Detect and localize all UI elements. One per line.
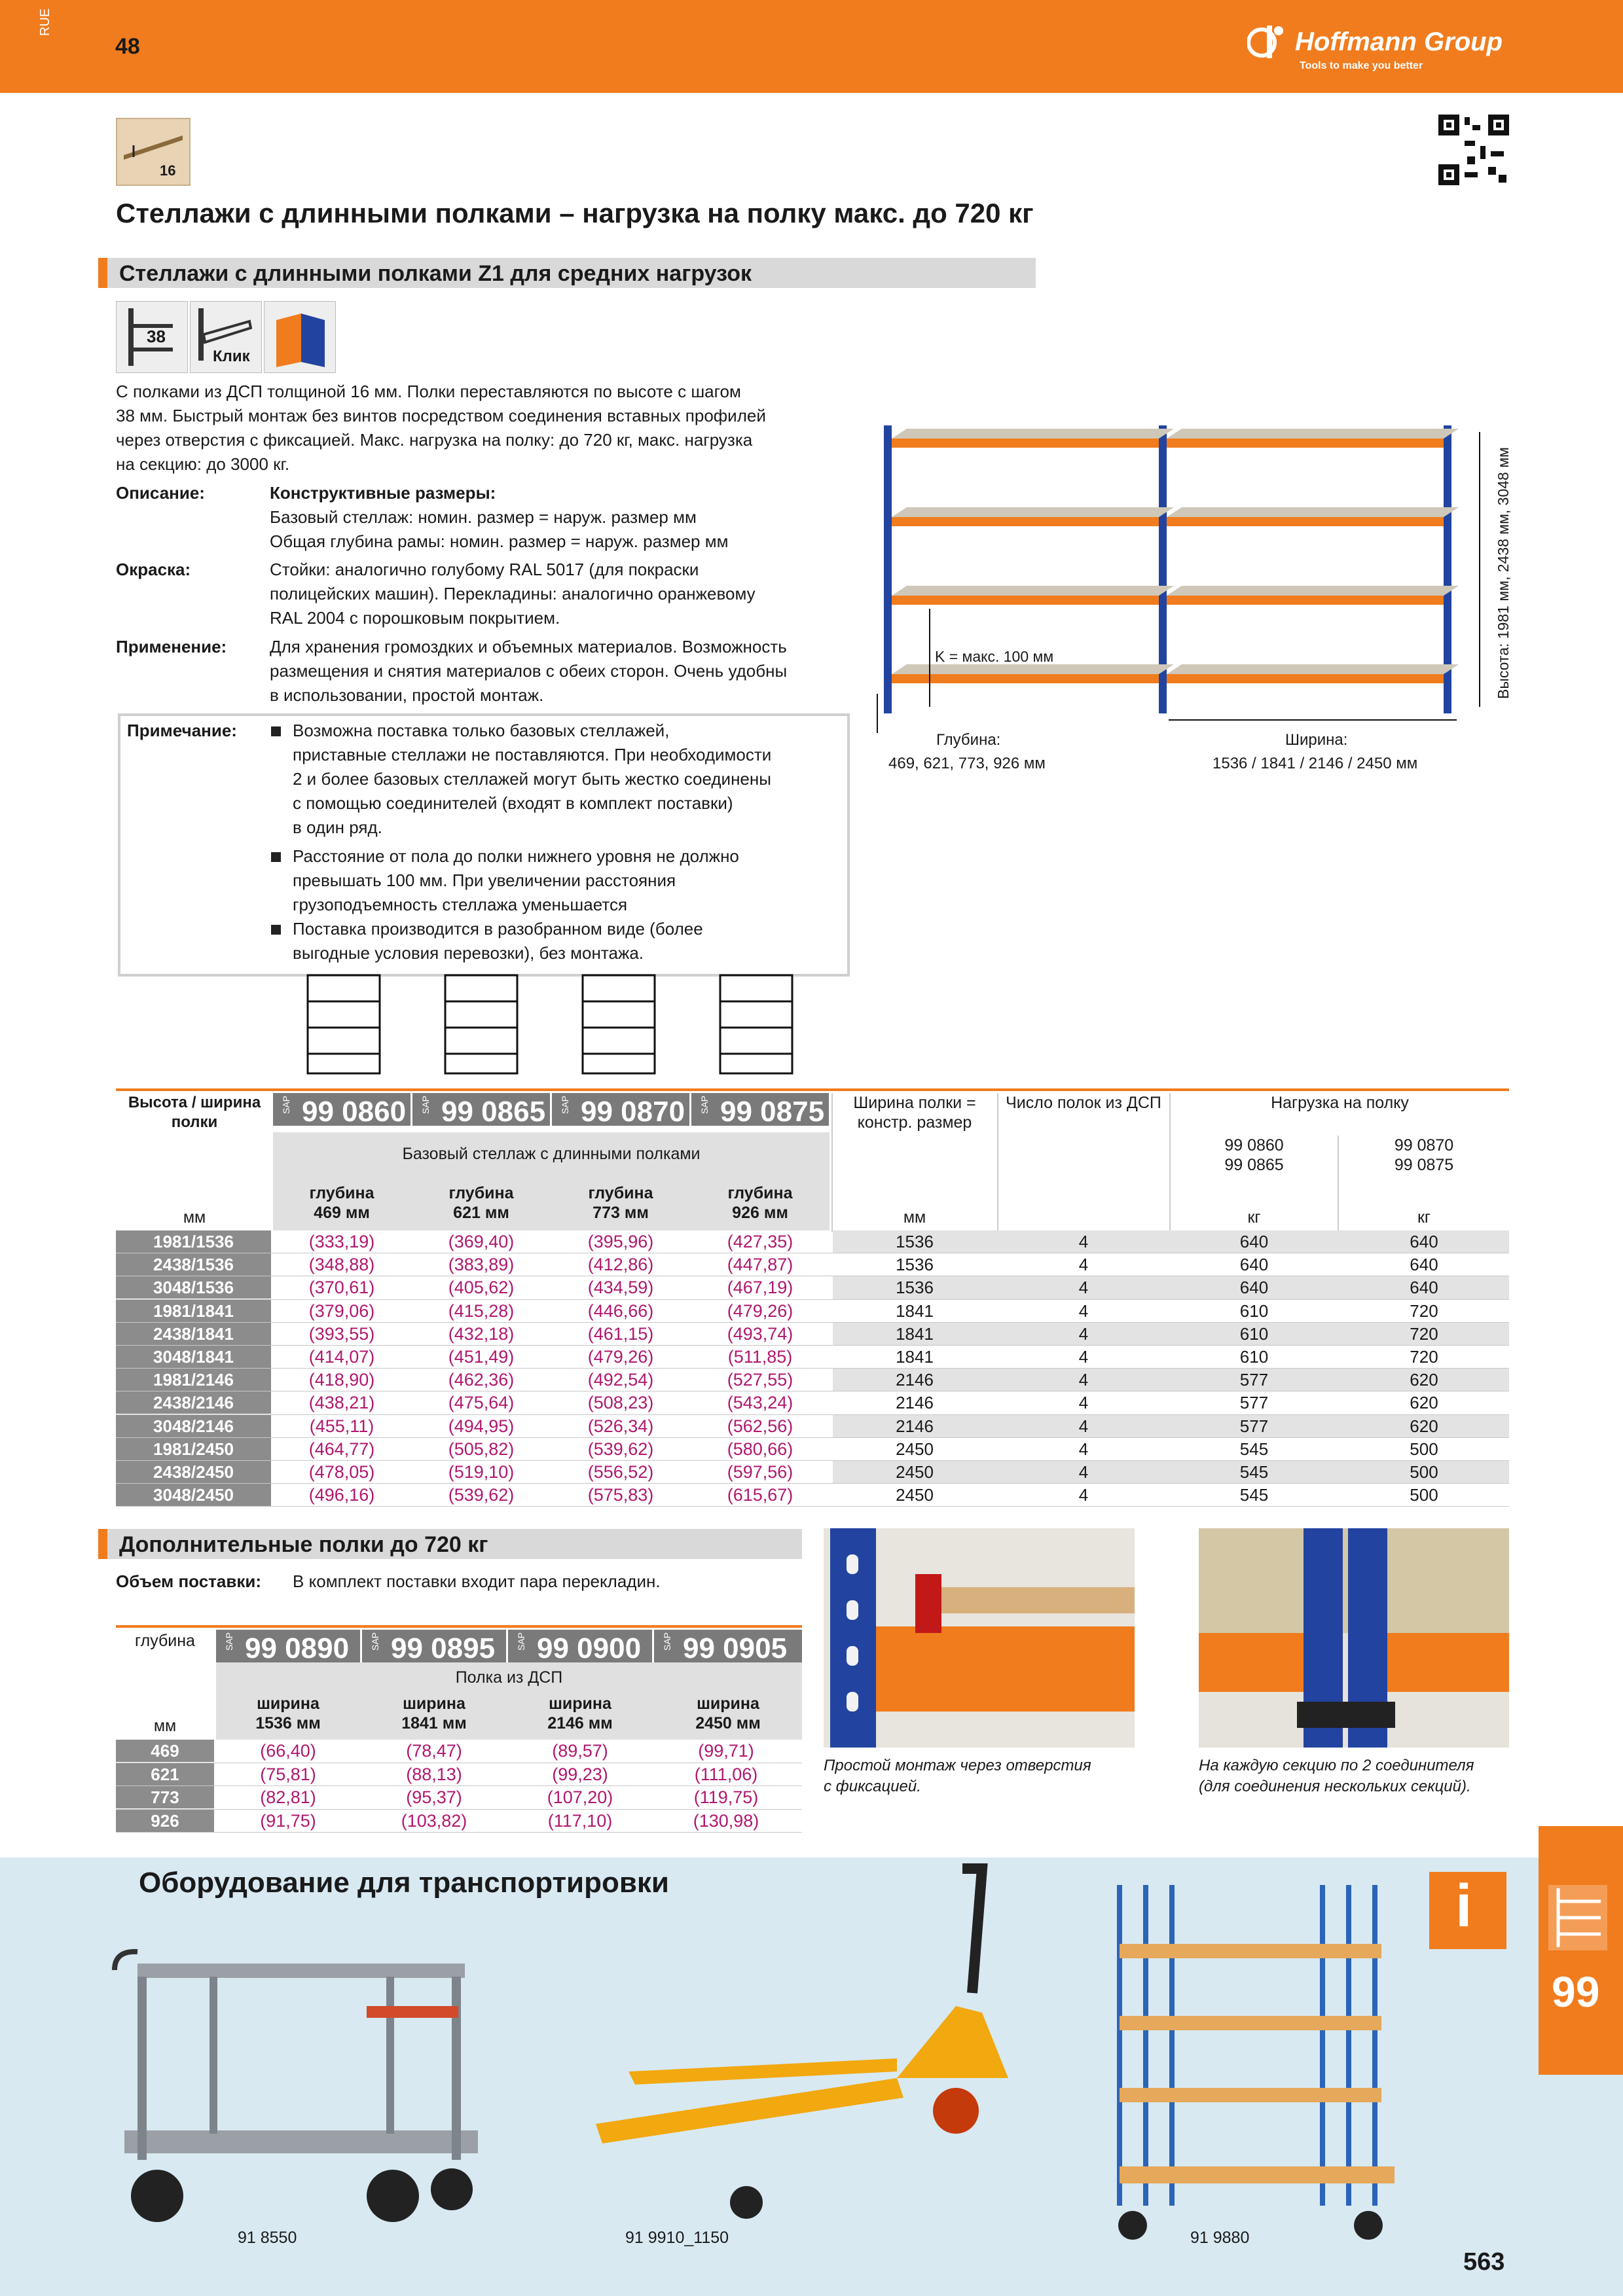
- note-b2-l2: превышать 100 мм. При увеличении расстояния: [293, 870, 676, 890]
- table1-subhead: Базовый стеллаж с длинными полками: [402, 1145, 701, 1163]
- paint-line-3: RAL 2004 с порошковым покрытием.: [270, 608, 560, 628]
- row-size-label: 2438/2450: [116, 1461, 271, 1483]
- value-cell: 720: [1410, 1347, 1438, 1367]
- brand-logo-icon: [1247, 23, 1289, 61]
- part-number-990860[interactable]: SAP 99 0860: [273, 1093, 410, 1126]
- shelf-pitch-icon: 38: [116, 301, 188, 373]
- caption-1-line-1: Простой монтаж через отверстия: [824, 1757, 1091, 1774]
- usage-line-3: в использовании, простой монтаж.: [270, 685, 544, 705]
- note-b2-l1: Расстояние от пола до полки нижнего уровня не должно: [293, 846, 739, 866]
- value-cell: 1536: [896, 1232, 934, 1251]
- price-cell: (117,10): [547, 1810, 613, 1831]
- value-cell: 1536: [896, 1255, 934, 1275]
- price-cell: (597,56): [727, 1462, 793, 1482]
- price-cell: (467,19): [727, 1278, 793, 1298]
- load-col-a: 99 0860 99 0865: [1224, 1136, 1284, 1174]
- row-size-label: 1981/2450: [116, 1438, 271, 1460]
- bullet-icon: [271, 852, 281, 862]
- unit-kg: кг: [1417, 1208, 1431, 1227]
- unit-mm: мм: [183, 1208, 206, 1227]
- depth-value: 773 мм: [593, 1204, 649, 1222]
- price-cell: (446,66): [587, 1300, 654, 1321]
- row-depth-label: 773: [116, 1786, 214, 1808]
- table2-subhead: Полка из ДСП: [455, 1668, 563, 1687]
- value-cell: 640: [1239, 1278, 1269, 1298]
- price-cell: (526,34): [587, 1416, 654, 1436]
- price-cell: (88,13): [406, 1764, 462, 1784]
- part-number-990905[interactable]: SAP 99 0905: [654, 1630, 802, 1662]
- width-value: 2450 мм: [695, 1714, 761, 1732]
- note-b3-l1: Поставка производится в разобранном виде (более: [293, 919, 703, 939]
- price-cell: (348,88): [308, 1255, 375, 1275]
- rack-variant-sketches: [301, 972, 1041, 1077]
- row-size-label: 3048/1536: [116, 1276, 271, 1299]
- value-cell: 640: [1410, 1278, 1438, 1298]
- value-cell: 545: [1239, 1439, 1269, 1459]
- value-cell: 620: [1410, 1370, 1438, 1390]
- price-cell: (418,90): [308, 1370, 375, 1390]
- price-cell: (508,23): [587, 1393, 654, 1413]
- value-cell: 500: [1410, 1462, 1438, 1482]
- price-cell: (78,47): [406, 1741, 462, 1761]
- price-cell: (333,19): [308, 1232, 375, 1251]
- width-head: ширина: [257, 1695, 319, 1713]
- value-cell: 620: [1410, 1393, 1438, 1413]
- value-cell: 500: [1410, 1439, 1438, 1459]
- transport-title: Оборудование для транспортировки: [139, 1867, 669, 1899]
- brand-name: Hoffmann Group: [1295, 27, 1503, 56]
- value-cell: 720: [1410, 1300, 1438, 1321]
- price-cell: (464,77): [308, 1439, 375, 1459]
- price-cell: (412,86): [587, 1255, 654, 1275]
- width-label: Ширина:: [1285, 731, 1348, 749]
- row-size-label: 2438/1536: [116, 1253, 271, 1276]
- price-cell: (493,74): [727, 1323, 793, 1344]
- usage-line-1: Для хранения громоздких и объемных материалов. Возможность: [270, 637, 787, 656]
- price-cell: (91,75): [260, 1810, 316, 1831]
- value-cell: 2146: [896, 1393, 934, 1413]
- value-cell: 640: [1410, 1232, 1438, 1251]
- price-cell: (103,82): [401, 1810, 467, 1831]
- page-number: 48: [115, 34, 140, 59]
- price-cell: (66,40): [260, 1741, 316, 1761]
- price-cell: (370,61): [308, 1278, 375, 1298]
- section-title: Дополнительные полки до 720 кг: [119, 1532, 488, 1557]
- price-cell: (455,11): [309, 1416, 374, 1436]
- row-size-label: 3048/2146: [116, 1415, 271, 1437]
- value-cell: 720: [1410, 1323, 1438, 1344]
- price-cell: (107,20): [547, 1787, 613, 1807]
- click-mount-icon: Клик: [190, 301, 262, 373]
- value-cell: 610: [1239, 1347, 1269, 1367]
- price-cell: (543,24): [727, 1393, 793, 1413]
- row-size-label: 3048/1841: [116, 1346, 271, 1368]
- row-depth-label: 621: [116, 1763, 214, 1785]
- value-cell: 4: [1078, 1347, 1089, 1367]
- note-label: Примечание:: [127, 721, 237, 740]
- price-cell: (451,49): [448, 1347, 515, 1367]
- value-cell: 4: [1078, 1300, 1089, 1321]
- platform-trolley-image: [111, 1937, 491, 2238]
- color-swatch-icon: [264, 301, 336, 373]
- unit-mm: мм: [903, 1208, 926, 1227]
- lang-code: RUE: [38, 8, 52, 36]
- value-cell: 4: [1078, 1232, 1089, 1251]
- product-code-pallet-truck: 91 9910_1150: [625, 2229, 729, 2247]
- price-cell: (427,35): [727, 1232, 793, 1251]
- price-cell: (111,06): [694, 1764, 758, 1784]
- paint-line-2: полицейских машин). Перекладины: аналогично оранжевому: [270, 584, 756, 603]
- col-depth: глубина: [135, 1632, 195, 1650]
- description-line-1: Конструктивные размеры:: [270, 483, 496, 503]
- paint-line-1: Стойки: аналогично голубому RAL 5017 (для покраски: [270, 560, 699, 579]
- price-cell: (82,81): [260, 1787, 316, 1807]
- price-cell: (479,26): [587, 1347, 654, 1367]
- part-number-990865[interactable]: SAP 99 0865: [412, 1093, 550, 1126]
- value-cell: 577: [1239, 1416, 1269, 1436]
- note-b1-l4: с помощью соединителей (входят в комплект поставки): [293, 793, 733, 813]
- price-cell: (369,40): [448, 1232, 515, 1251]
- chapter-tab[interactable]: [1539, 1826, 1623, 2075]
- part-number-990895[interactable]: SAP 99 0895: [362, 1630, 506, 1662]
- value-cell: 4: [1078, 1323, 1089, 1344]
- value-cell: 2450: [896, 1485, 934, 1505]
- depth-values: 469, 621, 773, 926 мм: [888, 755, 1046, 772]
- price-cell: (575,83): [587, 1485, 654, 1505]
- price-cell: (89,57): [552, 1741, 608, 1761]
- price-cell: (438,21): [308, 1393, 375, 1413]
- value-cell: 1841: [896, 1347, 934, 1367]
- width-head: ширина: [697, 1695, 759, 1713]
- width-value: 1536 мм: [255, 1714, 321, 1732]
- row-divider: [116, 1506, 1509, 1507]
- col-shelf-load: Нагрузка на полку: [1271, 1094, 1409, 1112]
- price-cell: (479,26): [727, 1300, 793, 1321]
- intro-line-2: 38 мм. Быстрый монтаж без винтов посредством соединения вставных профилей: [116, 406, 766, 425]
- section-header-extra-shelves: [98, 1529, 802, 1559]
- value-cell: 4: [1078, 1439, 1089, 1459]
- width-head: ширина: [549, 1695, 611, 1713]
- price-cell: (475,64): [448, 1393, 515, 1413]
- section-title: Стеллажи с длинными полками Z1 для средних нагрузок: [119, 261, 752, 286]
- price-cell: (562,56): [727, 1416, 793, 1436]
- connector-photo: [1199, 1528, 1509, 1748]
- price-cell: (580,66): [727, 1439, 793, 1459]
- category-thumbnail: [116, 118, 191, 186]
- price-cell: (415,28): [448, 1300, 515, 1321]
- width-head: ширина: [403, 1695, 465, 1713]
- shelf-trolley-image: [1106, 1878, 1421, 2245]
- col-shelf-width: Ширина полки = констр. размер: [853, 1094, 976, 1132]
- thumbnail-number: 16: [160, 162, 176, 179]
- width-value: 1841 мм: [401, 1714, 467, 1732]
- table2-top-rule: [116, 1625, 802, 1628]
- price-cell: (556,52): [587, 1462, 654, 1482]
- col-shelf-count: Число полок из ДСП: [1006, 1094, 1161, 1112]
- product-code-trolley: 91 8550: [238, 2229, 297, 2247]
- price-cell: (461,15): [587, 1323, 654, 1344]
- scope-text: В комплект поставки входит пара перекладин.: [293, 1571, 661, 1591]
- note-b1-l1: Возможна поставка только базовых стеллажей,: [293, 721, 670, 740]
- value-cell: 4: [1078, 1416, 1089, 1436]
- depth-label: Глубина:: [936, 731, 1001, 749]
- paint-label: Окраска:: [116, 560, 191, 579]
- note-b1-l3: 2 и более базовых стеллажей могут быть жестко соединены: [293, 769, 771, 789]
- value-cell: 1536: [896, 1278, 934, 1298]
- price-cell: (99,71): [698, 1741, 754, 1761]
- depth-value: 469 мм: [314, 1204, 370, 1222]
- value-cell: 4: [1078, 1255, 1089, 1275]
- value-cell: 2146: [896, 1416, 934, 1436]
- brand-tagline: Tools to make you better: [1300, 60, 1423, 71]
- rack-diagram: [867, 412, 1509, 779]
- caption-2-line-1: На каждую секцию по 2 соединителя: [1199, 1757, 1474, 1774]
- row-size-label: 1981/2146: [116, 1369, 271, 1391]
- height-label: Высота: 1981 мм, 2438 мм, 3048 мм: [1495, 447, 1512, 699]
- row-size-label: 2438/1841: [116, 1323, 271, 1345]
- price-cell: (478,05): [308, 1462, 375, 1482]
- caption-2-line-2: (для соединения нескольких секций).: [1199, 1778, 1471, 1795]
- part-number-990870[interactable]: SAP 99 0870: [552, 1093, 689, 1126]
- price-cell: (414,07): [308, 1347, 375, 1367]
- row-depth-label: 469: [116, 1740, 214, 1762]
- description-label: Описание:: [116, 483, 205, 503]
- price-cell: (395,96): [587, 1232, 654, 1251]
- value-cell: 2450: [896, 1439, 934, 1459]
- row-size-label: 1981/1536: [116, 1230, 271, 1253]
- bullet-icon: [271, 925, 281, 935]
- value-cell: 610: [1239, 1323, 1269, 1344]
- product-code-shelf-trolley: 91 9880: [1190, 2229, 1250, 2247]
- price-cell: (434,59): [587, 1278, 654, 1298]
- depth-head: глубина: [448, 1184, 514, 1202]
- value-cell: 4: [1078, 1278, 1089, 1298]
- col-height-width: Высота / ширина полки: [128, 1094, 261, 1131]
- intro-line-3: через отверстия с фиксацией. Макс. нагрузка на полку: до 720 кг, макс. нагрузка: [116, 430, 753, 450]
- description-line-3: Общая глубина рамы: номин. размер = наруж. размер мм: [270, 531, 729, 551]
- value-cell: 4: [1078, 1462, 1089, 1482]
- price-cell: (393,55): [308, 1323, 375, 1344]
- qr-code-icon: [1438, 115, 1509, 185]
- intro-line-4: на секцию: до 3000 кг.: [116, 454, 290, 474]
- usage-line-2: размещения и снятия материалов с обеих сторон. Очень удобны: [270, 661, 788, 681]
- value-cell: 4: [1078, 1393, 1089, 1413]
- value-cell: 2450: [896, 1462, 934, 1482]
- section-header-z1: [98, 258, 1036, 288]
- price-cell: (492,54): [587, 1370, 654, 1390]
- value-cell: 545: [1239, 1485, 1269, 1505]
- price-cell: (405,62): [448, 1278, 515, 1298]
- price-cell: (494,95): [448, 1416, 515, 1436]
- price-cell: (496,16): [308, 1485, 375, 1505]
- row-depth-label: 926: [116, 1810, 214, 1832]
- value-cell: 2146: [896, 1370, 934, 1390]
- price-cell: (99,23): [552, 1764, 608, 1784]
- value-cell: 640: [1239, 1255, 1269, 1275]
- value-cell: 1841: [896, 1323, 934, 1344]
- page-title: Стеллажи с длинными полками – нагрузка на полку макс. до 720 кг: [116, 198, 1034, 228]
- value-cell: 610: [1239, 1300, 1269, 1321]
- note-b1-l2: приставные стеллажи не поставляются. При необходимости: [293, 745, 772, 764]
- part-number-990900[interactable]: SAP 99 0900: [508, 1630, 652, 1662]
- width-value: 2146 мм: [547, 1714, 613, 1732]
- depth-value: 926 мм: [732, 1204, 788, 1222]
- price-cell: (539,62): [448, 1485, 515, 1505]
- unit-mm: мм: [153, 1717, 177, 1735]
- price-cell: (527,55): [727, 1370, 793, 1390]
- pallet-truck-image: [589, 1862, 1048, 2242]
- price-cell: (505,82): [448, 1439, 515, 1459]
- part-number-990875[interactable]: SAP 99 0875: [691, 1093, 829, 1126]
- table1-top-rule: [116, 1088, 1509, 1091]
- depth-head: глубина: [588, 1184, 653, 1202]
- shelving-chapter-icon: [1548, 1885, 1607, 1950]
- value-cell: 4: [1078, 1370, 1089, 1390]
- price-cell: (432,18): [448, 1323, 515, 1344]
- row-divider: [116, 1832, 802, 1833]
- unit-kg: кг: [1247, 1208, 1261, 1227]
- width-values: 1536 / 1841 / 2146 / 2450 мм: [1213, 755, 1418, 772]
- load-col-b: 99 0870 99 0875: [1394, 1136, 1454, 1174]
- value-cell: 500: [1410, 1485, 1438, 1505]
- footer-page-number: 563: [1463, 2248, 1505, 2276]
- scope-label: Объем поставки:: [116, 1571, 262, 1591]
- row-size-label: 3048/2450: [116, 1484, 271, 1506]
- value-cell: 640: [1239, 1232, 1269, 1251]
- note-b1-l5: в один ряд.: [293, 817, 382, 837]
- value-cell: 1841: [896, 1300, 934, 1321]
- price-cell: (462,36): [448, 1370, 515, 1390]
- depth-head: глубина: [727, 1184, 793, 1202]
- bullet-icon: [271, 726, 281, 736]
- price-cell: (383,89): [448, 1255, 515, 1275]
- price-cell: (75,81): [260, 1764, 316, 1784]
- value-cell: 577: [1239, 1393, 1269, 1413]
- k-max-label: K = макс. 100 мм: [935, 648, 1054, 665]
- price-cell: (119,75): [693, 1787, 759, 1807]
- value-cell: 4: [1078, 1485, 1089, 1505]
- depth-value: 621 мм: [453, 1204, 509, 1222]
- assembly-photo: [824, 1528, 1135, 1748]
- price-cell: (519,10): [448, 1462, 515, 1482]
- price-cell: (615,67): [727, 1485, 793, 1505]
- usage-label: Применение:: [116, 637, 227, 656]
- price-cell: (447,87): [727, 1255, 793, 1275]
- depth-head: глубина: [309, 1184, 374, 1202]
- price-cell: (539,62): [587, 1439, 654, 1459]
- note-b3-l2: выгодные условия перевозки), без монтажа.: [293, 943, 644, 963]
- part-number-990890[interactable]: SAP 99 0890: [216, 1630, 360, 1662]
- note-b2-l3: грузоподъемность стеллажа уменьшается: [293, 895, 628, 914]
- price-cell: (130,98): [693, 1810, 759, 1831]
- price-cell: (379,06): [308, 1300, 375, 1321]
- price-cell: (95,37): [406, 1787, 462, 1807]
- intro-line-1: С полками из ДСП толщиной 16 мм. Полки переставляются по высоте с шагом: [116, 382, 741, 401]
- row-size-label: 2438/2146: [116, 1391, 271, 1414]
- description-line-2: Базовый стеллаж: номин. размер = наруж. размер мм: [270, 507, 697, 527]
- caption-1-line-2: с фиксацией.: [824, 1778, 921, 1795]
- price-cell: (511,85): [727, 1347, 793, 1367]
- chapter-number: 99: [1552, 1967, 1600, 2016]
- value-cell: 577: [1239, 1370, 1269, 1390]
- info-glyph: i: [1455, 1873, 1472, 1939]
- value-cell: 620: [1410, 1416, 1438, 1436]
- value-cell: 640: [1410, 1255, 1438, 1275]
- value-cell: 545: [1239, 1462, 1269, 1482]
- row-size-label: 1981/1841: [116, 1300, 271, 1322]
